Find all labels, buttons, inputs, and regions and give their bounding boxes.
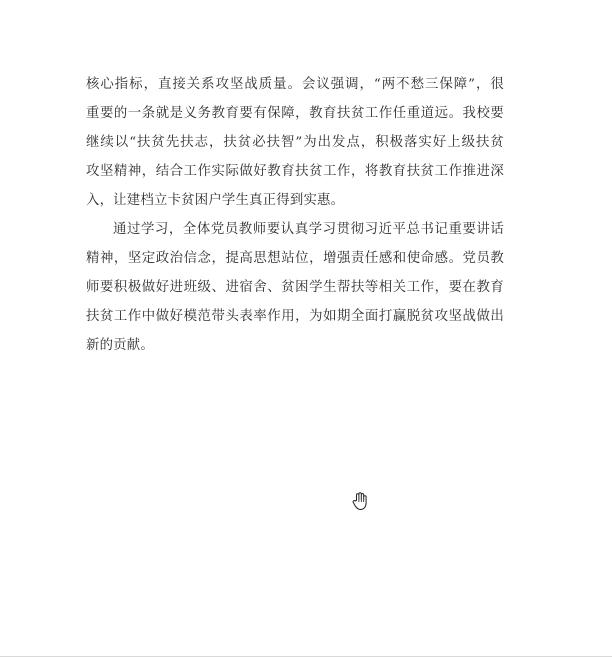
text-line: 师要积极做好进班级、进宿舍、贫困学生帮扶等相关工作，要在教育 <box>86 280 504 295</box>
text-line: 新的贡献。 <box>86 338 154 353</box>
text-line: 扶贫工作中做好模范带头表率作用，为如期全面打赢脱贫攻坚战做出 <box>86 309 504 324</box>
text-line: 重要的一条就是义务教育要有保障，教育扶贫工作任重道远。我校要 <box>86 106 504 121</box>
text-line: 攻坚精神，结合工作实际做好教育扶贫工作，将教育扶贫工作推进深 <box>86 164 504 179</box>
text-line: 核心指标，直接关系攻坚战质量。会议强调，“两不愁三保障”，很 <box>86 77 504 92</box>
text-line: 入，让建档立卡贫困户学生真正得到实惠。 <box>86 193 345 208</box>
text-line: 继续以“扶贫先扶志，扶贫必扶智”为出发点，积极落实好上级扶贫 <box>86 135 504 150</box>
text-line: 精神，坚定政治信念，提高思想站位，增强责任感和使命感。党员教 <box>86 251 504 266</box>
document-body <box>86 70 504 360</box>
hand-pointer-icon <box>351 491 369 511</box>
paragraph-first-line: 通过学习，全体党员教师要认真学习贯彻习近平总书记重要讲话 <box>113 222 504 237</box>
